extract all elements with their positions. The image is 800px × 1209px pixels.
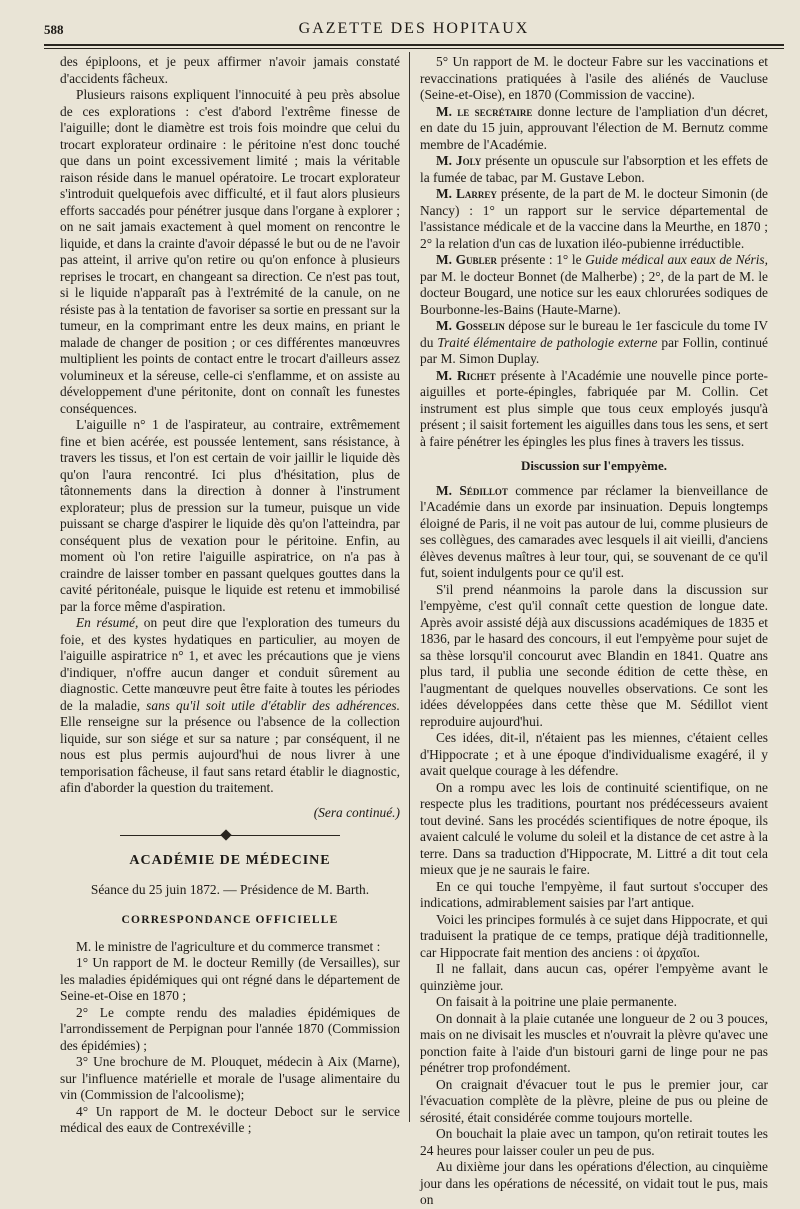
paragraph: des épiploons, et je peux affirmer n'avoir jamais constaté d'accidents fâcheux.: [60, 54, 400, 86]
text-run: présente : 1° le: [497, 252, 586, 267]
speaker-name: M. Gosselin: [436, 318, 505, 333]
paragraph: [60, 615, 400, 797]
paragraph: L'aiguille n° 1 de l'aspirateur, au contraire, extrêmement fine et bien acérée, est poussée lentement, sans résistance, à travers les tissus, et l'on est certain de voir jaillir le liquide dès qu'on l'aura rencontré. Ici plus d'hésitation, plus de tâtonnements dans la direction à donner à l'instrument explorateur; plus de pression sur la tumeur, puisque un vide puissant se charge d'aspirer le liquide dès qu'on l'atteindra, par conséquent plus de vexation pour le péritoine. Enfin, au moment où l'on retire l'aiguille aspiratrice, on n'a pas à craindre de laisser tomber en passant quelques gouttes dans la cavité péritonéale, puisque le liquide est retenu et immobilisé par la force même d'aspiration.: [60, 417, 400, 614]
paragraph: Plusieurs raisons expliquent l'innocuité à peu près absolue de ces explorations : c'est d'abord l'extrême finesse de l'aiguille; dont le diamètre est trois fois moindre que celui du trocart explorateur ordinaire : le péritoine n'est donc touché que dans un point excessivement limité ; mais la véritable raison réside dans le manuel opératoire. Le trocart explorateur s'introduit quelquefois avec difficulté, et il faut alors plusieurs efforts saccadés pour pénétrer jusque dans l'organe à explorer ; on ne sait jamais exactement à quel moment on rencontre le liquide, et dans la crainte d'avoir dépassé le but ou de ne l'avoir pas atteint, il arrive qu'on retire ou qu'on enfonce à plusieurs reprises le trocart, en changeant sa direction. Ce n'est pas tout, si le liquide n'apparaît pas à l'extrémité de la canule, on ne résiste pas à la tentation de favoriser sa sortie en pressant sur la tumeur, en la comprimant entre les deux mains, en priant le malade de changer de position ; or ces différentes manœuvres multiplient les points de contact entre le trocart d'ailleurs assez volumineux et la séreuse, celle-ci s'enflamme, et on assiste au développement d'une péritonite, dont on connaît les funestes conséquences.: [60, 87, 400, 416]
paragraph: [420, 153, 768, 186]
ornament-line: [120, 835, 230, 836]
text-run: présente, de la part de M. le docteur Simonin (de Nancy) : 1° un rapport sur le service départemental de l'assistance médicale et de la vaccine dans la Meurthe, en 1870 ; 2° la relation d'un cas de luxation iléo-pubienne irréductible.: [420, 186, 768, 251]
paragraph: On craignait d'évacuer tout le pus le premier jour, car l'évacuation complète de la plèvre, pleine de pus ou pleine de sérosité, était considérée comme toujours mortelle.: [420, 1076, 768, 1125]
paragraph: [420, 318, 768, 368]
subheading: CORRESPONDANCE OFFICIELLE: [121, 914, 339, 926]
text-run: on peut dire que l'exploration des tumeurs du foie, et des kystes hydatiques en particulier, au moyen de l'aiguille aspiratrice n° 1, et avec les précautions que je viens d'indiquer, n'offre aucun danger et conduit sûrement au diagnostic. Cette manœuvre peut être faite à toutes les périodes de la maladie,: [60, 615, 400, 713]
text-run: par M. le docteur Bonnet (de Malherbe) ; 2°, de la part de M. le docteur Bougard, une notice sur les eaux chlorurées sodiques de Bourbonne-les-Bains (Haute-Marne).: [420, 268, 768, 317]
right-column: [420, 54, 768, 1209]
ornament-line: [230, 835, 340, 836]
paragraph: 4° Un rapport de M. le docteur Deboct sur le service médical des eaux de Contrexéville ;: [60, 1103, 400, 1135]
paragraph: Voici les principes formulés à ce sujet dans Hippocrate, et qui traduisent la pratique de ce temps, pratique déjà traditionnelle, car Hippocrate fait mention des anciens : οἱ ἀρχαῖοι.: [420, 911, 768, 960]
paragraph: On donnait à la plaie cutanée une longueur de 2 ou 3 pouces, mais on ne divisait les muscles et n'ouvrait la plèvre qu'avec une ponction faite à l'aide d'un bistouri garni de linge pour ne pas pénétrer trop profondément.: [420, 1010, 768, 1075]
paragraph: On bouchait la plaie avec un tampon, qu'on retirait toutes les 24 heures pour laisser couler un peu de pus.: [420, 1126, 768, 1158]
speaker-name: M. le secrétaire: [436, 103, 533, 119]
text-run: présente un opuscule sur l'absorption et les effets de la fumée de tabac, par M. Gustave Lebon.: [420, 153, 768, 185]
ornament-divider: [60, 831, 400, 839]
emphasis: Traité élémentaire de pathologie externe: [437, 334, 658, 350]
paragraph: [420, 368, 768, 451]
section-title: ACADÉMIE DE MÉDECINE: [129, 853, 331, 868]
text-run: commence par réclamer la bienveillance de l'Académie dans un exorde par insinuation. Depuis longtemps éloigné de Paris, il ne voit pas autour de lui, comme plusieurs de ses collègues, des camarades avec lesquels il ait vieilli, d'anciens élèves devenus maîtres à leur tour, qui, se souvenant de ce qu'il fut, soient indulgents pour ce qu'il est.: [420, 482, 768, 580]
text-run: par Follin, continué par M. Simon Duplay.: [420, 334, 768, 366]
session-line: Séance du 25 juin 1872. — Présidence de M. Barth.: [90, 881, 370, 897]
page-number: 588: [44, 22, 64, 37]
text-run: dépose sur le bureau le 1er fascicule du tome IV du: [420, 318, 768, 350]
emphasis: En résumé,: [76, 615, 139, 630]
text-run: Elle renseigne sur la présence ou l'absence de la collection liquide, sur son siége et sur sa nature ; par conséquent, il ne nous est plus permis aujourd'hui de nous livrer à une temporisation fâcheuse, il faut sans retard établir le diagnostic, afin d'aborder la question du traitement.: [60, 714, 400, 795]
paragraph: On faisait à la poitrine une plaie permanente.: [436, 994, 677, 1009]
paragraph: On a rompu avec les lois de continuité scientifique, on ne respecte plus les traditions, pourtant nos prédécesseurs avaient tout deviné. Sans les procédés scientifiques de notre époque, ils avaient calculé le volume du soleil et la distance de cet astre à la terre. Dans sa traduction d'Hippocrate, M. Littré a dit tout cela mieux que je ne saurais le faire.: [420, 779, 768, 877]
subheading: Discussion sur l'empyème.: [520, 458, 667, 473]
paragraph: M. le ministre de l'agriculture et du commerce transmet :: [76, 938, 381, 954]
speaker-name: M. Gubler: [436, 252, 498, 267]
paragraph: 1° Un rapport de M. le docteur Remilly (de Versailles), sur les maladies épidémiques qui ont régné dans le département de Seine-et-Oise en 1870 ;: [60, 955, 400, 1003]
paragraph: [420, 104, 768, 154]
emphasis: Guide médical aux eaux de Néris,: [585, 252, 768, 267]
paragraph: Ces idées, dit-il, n'étaient pas les miennes, c'étaient celles d'Hippocrate ; et à une époque d'individualisme exagéré, il y avait quelque courage à les défendre.: [420, 730, 768, 778]
speaker-name: M. Larrey: [436, 186, 497, 201]
speaker-name: M. Sédillot: [436, 482, 508, 498]
text-run: présente à l'Académie une nouvelle pince porte-aiguilles et porte-épingles, fabriquée par M. Collin. Cet instrument est plus simple que tous ceux employés jusqu'à présent ; il saisit fortement les aiguilles dans tous les sens, et sert à faire pénétrer les épingles les plus fines à travers les tissus.: [420, 367, 769, 449]
text-run: donne lecture de l'ampliation d'un décret, en date du 15 juin, approuvant l'élection de M. Bernutz comme membre de l'Académie.: [420, 103, 768, 152]
paragraph: [420, 186, 768, 252]
emphasis: sans qu'il soit utile d'établir des adhérences.: [146, 697, 400, 713]
header-rule-thin: [44, 48, 784, 49]
paragraph: 3° Une brochure de M. Plouquet, médecin à Aix (Marne), sur l'influence matérielle et morale de l'usage alimentaire du vin (Commission de l'alcoolisme);: [60, 1054, 400, 1102]
page-header: [44, 14, 784, 42]
speaker-name: M. Richet: [436, 367, 496, 383]
paragraph: [420, 252, 768, 318]
paragraph: [420, 483, 768, 582]
paragraph: En ce qui touche l'empyème, il faut surtout s'occuper des indications, admirablement saisies par l'art antique.: [420, 878, 768, 910]
paragraph: 2° Le compte rendu des maladies épidémiques de l'arrondissement de Perpignan pour l'année 1870 (Commission des épidémies) ;: [60, 1004, 400, 1053]
paragraph: Au dixième jour dans les opérations d'élection, au cinquième jour dans les opérations de nécessité, on vidait tout le pus, mais on: [420, 1159, 768, 1207]
running-title: GAZETTE DES HOPITAUX: [298, 20, 530, 37]
speaker-name: M. Joly: [436, 153, 482, 168]
column-divider: [409, 52, 410, 1122]
continued-note: (Sera continué.): [313, 804, 400, 820]
paragraph: 5° Un rapport de M. le docteur Fabre sur les vaccinations et revaccinations pratiquées à l'asile des aliénés de Vaucluse (Seine-et-Oise), en 1870 (Commission de vaccine).: [420, 54, 768, 102]
paragraph: S'il prend néanmoins la parole dans la discussion sur l'empyème, c'est qu'il connaît cette question de longue date. Après avoir assisté déjà aux discussions académiques de 1835 et 1836, par le hasard des concours, il eut l'empyème pour sujet de sa thèse lorsqu'il concourut avec Blandin en 1841. Quatre ans plus tard, il publia une seconde édition de cette thèse, en l'augmentant de quelques nouvelles observations. Ce sont les idées développées dans cette thèse que M. Sédillot vient reproduire aujourd'hui.: [420, 581, 768, 729]
paragraph: Il ne fallait, dans aucun cas, opérer l'empyème avant le quinzième jour.: [420, 961, 768, 993]
left-column: [60, 54, 400, 1137]
header-rule: [44, 44, 784, 46]
